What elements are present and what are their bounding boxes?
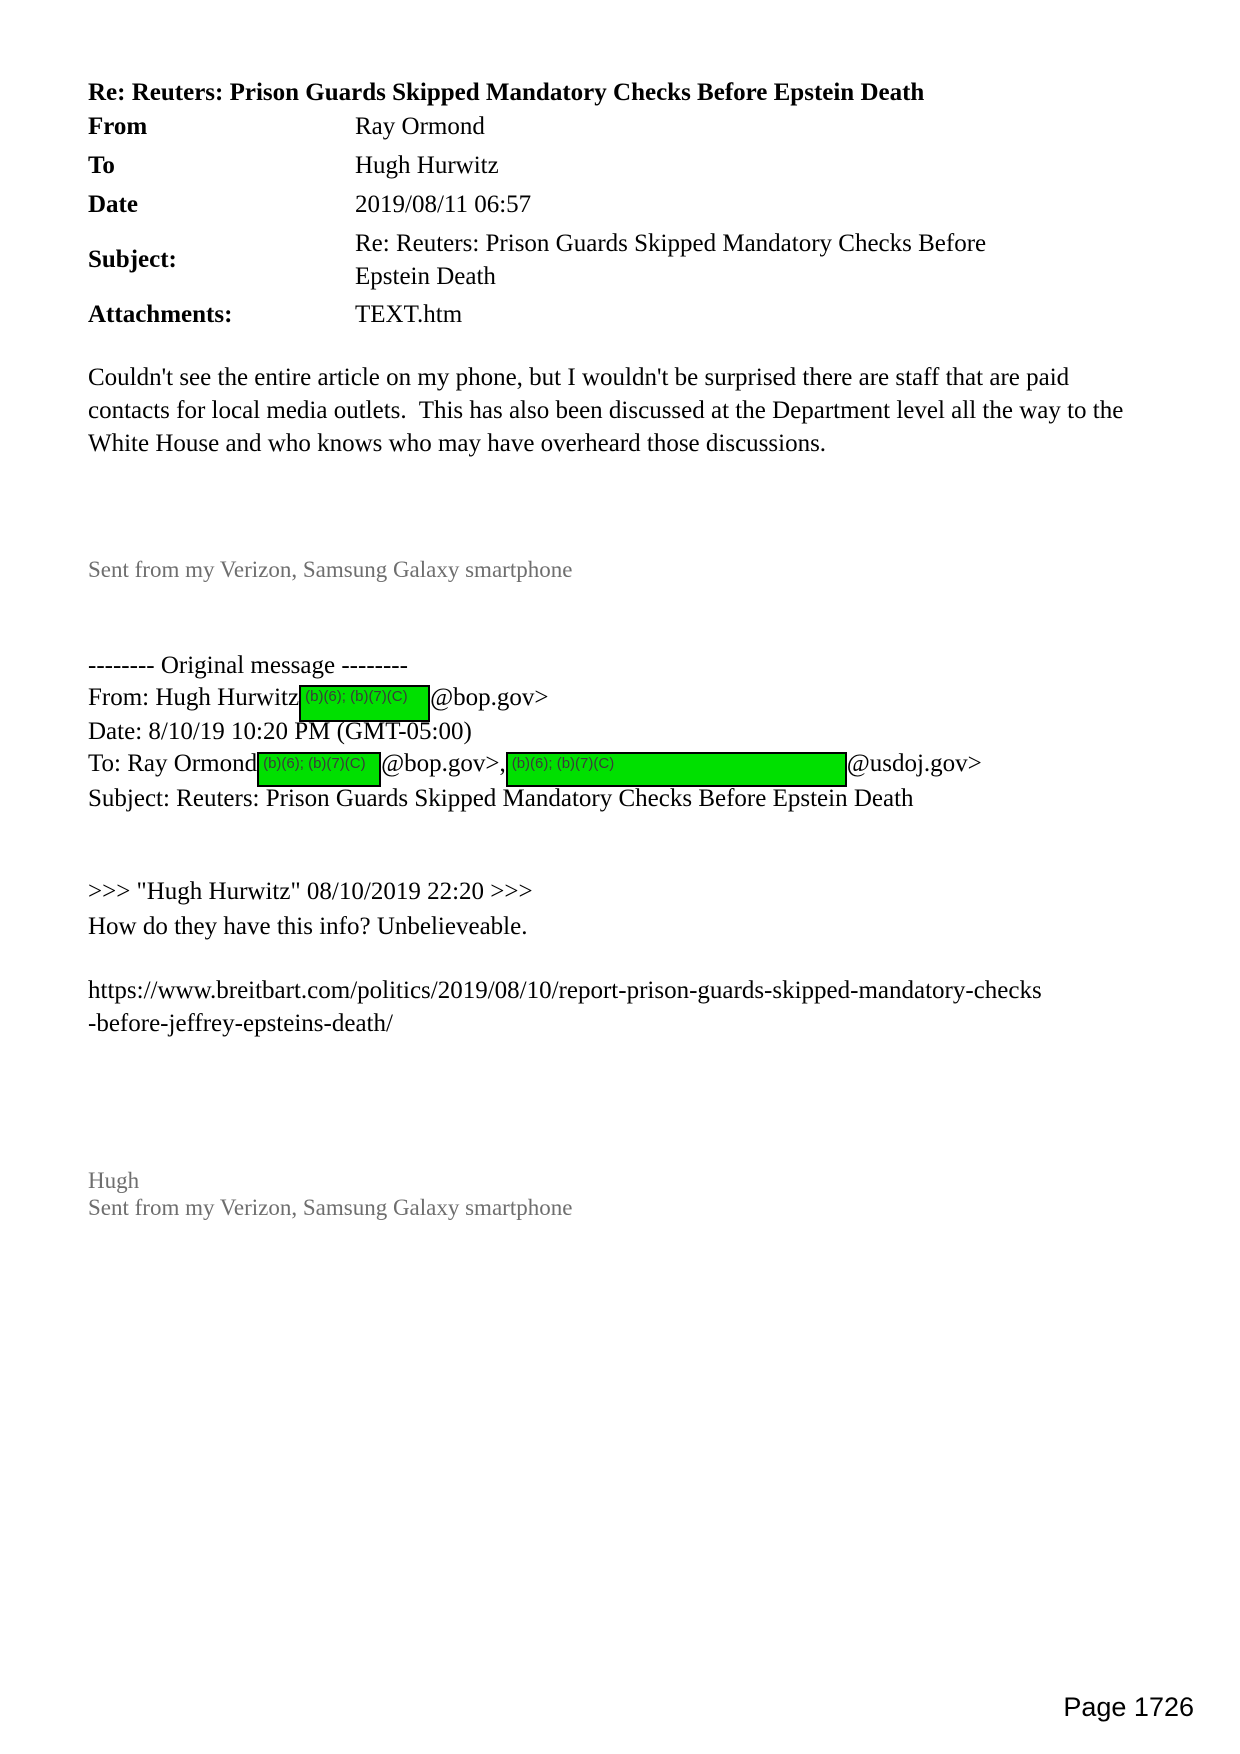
field-label-attachments: Attachments: [88,301,233,328]
quoted-signature-block [88,1167,572,1221]
field-value-to: Hugh Hurwitz [355,152,499,179]
field-label-date: Date [88,191,138,218]
quoted-separator: -------- Original message -------- [88,652,408,679]
quoted-to-prefix: To: Ray Ormond [88,750,258,777]
field-value-from: Ray Ormond [355,113,485,140]
quoted-date-line: Date: 8/10/19 10:20 PM (GMT-05:00) [88,718,472,745]
email-title: Re: Reuters: Prison Guards Skipped Mandatory Checks Before Epstein Death [88,79,925,106]
field-value-subject: Re: Reuters: Prison Guards Skipped Mandatory Checks Before Epstein Death [355,230,987,290]
redaction-label: (b)(6); (b)(7)(C) [305,688,408,705]
field-value-date: 2019/08/11 06:57 [355,191,532,218]
header-row-from [88,110,1168,144]
header-row-attachments [88,298,1168,332]
mobile-signature: Sent from my Verizon, Samsung Galaxy smartphone [88,557,573,582]
field-label-subject: Subject: [88,246,177,273]
reply-body-line: How do they have this info? Unbelieveable. [88,913,528,940]
page-number: Page 1726 [1063,1692,1194,1722]
mobile-signature: Sent from my Verizon, Samsung Galaxy smartphone [88,1195,573,1220]
redaction-label: (b)(6); (b)(7)(C) [511,754,615,772]
quoted-to-mid: @bop.gov>, [381,750,506,777]
signature-name: Hugh [88,1168,140,1193]
quoted-to-line [88,747,1168,783]
header-row-to [88,149,1168,183]
quoted-from-suffix: @bop.gov> [430,684,549,712]
field-value-attachments: TEXT.htm [355,301,463,328]
body-paragraph: Couldn't see the entire article on my phone, but I wouldn't be surprised there are staff that are paid contacts for local media outlets. This has also been discussed at the Department level all the way to the White House and who knows who may have overheard those discussions. [88,364,1130,457]
redaction-label: (b)(6); (b)(7)(C) [263,754,366,772]
quoted-from-prefix: From: Hugh Hurwitz [88,684,300,712]
quoted-to-suffix: @usdoj.gov> [846,750,982,777]
header-row-subject [88,227,1168,293]
article-url: https://www.breitbart.com/politics/2019/08/10/report-prison-guards-skipped-mandatory-checks-before-jeffrey-epsteins-death/ [88,977,1042,1037]
reply-header-line: >>> "Hugh Hurwitz" 08/10/2019 22:20 >>> [88,878,533,905]
quoted-subject-line: Subject: Reuters: Prison Guards Skipped Mandatory Checks Before Epstein Death [88,785,914,812]
email-header-table [88,110,1168,337]
field-label-from: From [88,113,148,140]
header-row-date [88,188,1168,222]
quoted-from-line [88,681,1168,718]
field-label-to: To [88,152,115,179]
